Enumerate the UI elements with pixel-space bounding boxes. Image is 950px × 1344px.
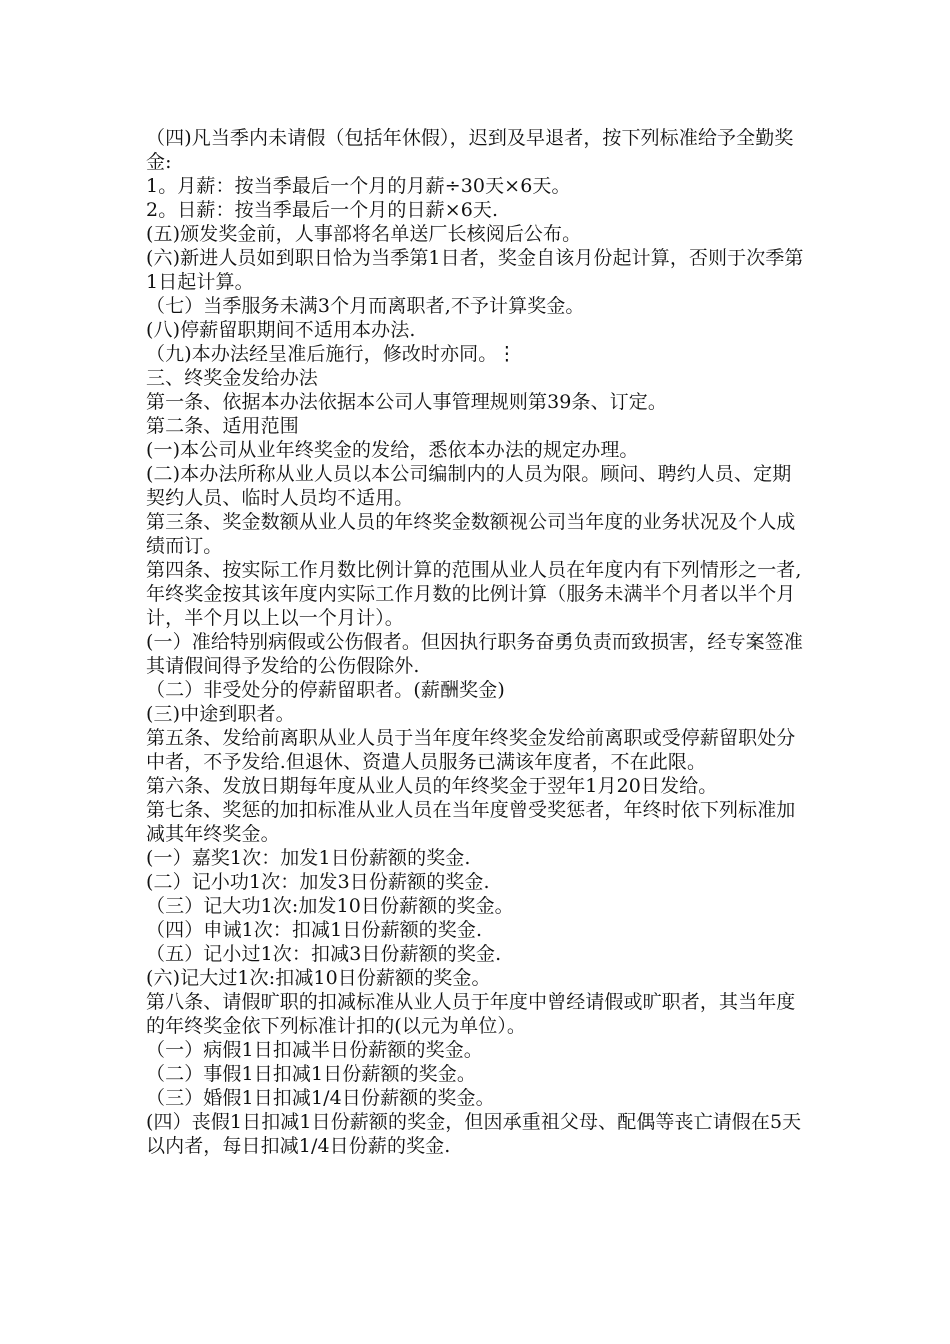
document-paragraph: (二）记小功1次：加发3日份薪额的奖金. — [146, 871, 490, 893]
document-paragraph: （四)凡当季内未请假（包括年休假），迟到及早退者，按下列标准给予全勤奖金: — [146, 127, 794, 173]
document-paragraph: (四）丧假1日扣减1日份薪额的奖金，但因承重祖父母、配偶等丧亡请假在5天以内者，每日扣减1/4日份薪的奖金. — [146, 1111, 802, 1157]
document-paragraph: (六)记大过1次:扣减10日份薪额的奖金。 — [146, 967, 491, 989]
document-paragraph: （九)本办法经呈准后施行，修改时亦同。⋮ — [146, 343, 517, 365]
document-paragraph: (五)颁发奖金前，人事部将名单送厂长核阅后公布。 — [146, 223, 582, 245]
document-paragraph: 2。日薪：按当季最后一个月的日薪×6天. — [146, 199, 499, 221]
document-paragraph: (八)停薪留职期间不适用本办法. — [146, 319, 416, 341]
document-paragraph: 第四条、按实际工作月数比例计算的范围从业人员在年度内有下列情形之一者,年终奖金按其该年度内实际工作月数的比例计算（服务未满半个月者以半个月计，半个月以上以一个月计）。 — [146, 559, 802, 629]
document-paragraph: 第六条、发放日期每年度从业人员的年终奖金于翌年1月20日发给。 — [146, 775, 718, 797]
document-paragraph: 第三条、奖金数额从业人员的年终奖金数额视公司当年度的业务状况及个人成绩而订。 — [146, 511, 796, 557]
document-paragraph: (三)中途到职者。 — [146, 703, 295, 725]
document-paragraph: （二）非受处分的停薪留职者。(薪酬奖金) — [146, 679, 505, 701]
document-paragraph: （三）记大功1次:加发10日份薪额的奖金。 — [146, 895, 514, 917]
document-paragraph: （七）当季服务未满3个月而离职者,不予计算奖金。 — [146, 295, 585, 317]
document-page — [146, 126, 810, 1158]
document-paragraph: （三）婚假1日扣减1/4日份薪额的奖金。 — [146, 1087, 495, 1109]
document-paragraph: 第五条、发给前离职从业人员于当年度年终奖金发给前离职或受停薪留职处分中者，不予发给.但退休、资遣人员服务已满该年度者，不在此限。 — [146, 727, 796, 773]
document-paragraph: (一）嘉奖1次：加发1日份薪额的奖金. — [146, 847, 471, 869]
document-paragraph: （二）事假1日扣减1日份薪额的奖金。 — [146, 1063, 476, 1085]
document-paragraph: （四）申诫1次：扣减1日份薪额的奖金. — [146, 919, 483, 941]
document-paragraph: (二)本办法所称从业人员以本公司编制内的人员为限。顾问、聘约人员、定期契约人员、临时人员均不适用。 — [146, 463, 792, 509]
document-paragraph: (一）准给特别病假或公伤假者。但因执行职务奋勇负责而致损害，经专案签准其请假间得予发给的公伤假除外. — [146, 631, 803, 677]
document-paragraph: 三、终奖金发给办法 — [146, 367, 318, 389]
document-paragraph: （一）病假1日扣减半日份薪额的奖金。 — [146, 1039, 483, 1061]
document-paragraph: (一)本公司从业年终奖金的发给，悉依本办法的规定办理。 — [146, 439, 639, 461]
document-paragraph: 第二条、适用范围 — [146, 415, 299, 437]
document-paragraph: （五）记小过1次：扣减3日份薪额的奖金. — [146, 943, 502, 965]
document-paragraph: 第七条、奖惩的加扣标准从业人员在当年度曾受奖惩者，年终时依下列标准加减其年终奖金。 — [146, 799, 796, 845]
document-paragraph: 第八条、请假旷职的扣减标准从业人员于年度中曾经请假或旷职者，其当年度的年终奖金依下列标准计扣的(以元为单位）。 — [146, 991, 796, 1037]
document-paragraph: (六)新进人员如到职日恰为当季第1日者，奖金自该月份起计算，否则于次季第1日起计算。 — [146, 247, 804, 293]
document-paragraph: 第一条、依据本办法依据本公司人事管理规则第39条、订定。 — [146, 391, 667, 413]
document-paragraph: 1。月薪：按当季最后一个月的月薪÷30天×6天。 — [146, 175, 571, 197]
